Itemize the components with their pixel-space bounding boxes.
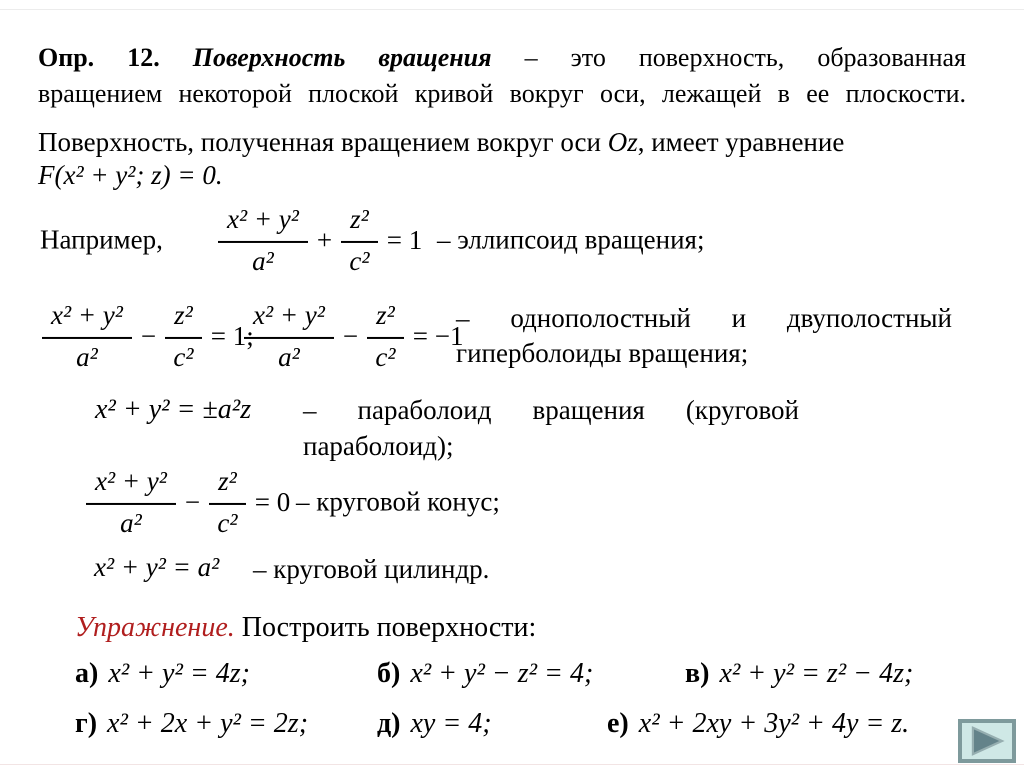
exercise-row-2 xyxy=(0,708,1024,756)
equals-value: = 0 xyxy=(254,486,291,517)
equals-value: = −1 xyxy=(412,320,464,351)
definition-line1 xyxy=(38,40,966,76)
fraction: $\frac{\text{x² + y²}}{\text{a²}}$ xyxy=(42,299,132,373)
definition-number: Опр. 12. xyxy=(38,43,160,72)
oz-paragraph xyxy=(38,126,978,192)
cone-row xyxy=(0,458,1024,546)
paraboloid-label-line2: параболоид); xyxy=(303,431,454,461)
cylinder-equation: x² + y² = a² xyxy=(94,552,220,582)
oz-axis: Oz xyxy=(607,127,638,157)
exercise-item-a: а) x² + y² = 4z; xyxy=(75,658,250,689)
definition-paragraph xyxy=(38,40,966,112)
exercise-title-word: Упражнение. xyxy=(75,612,235,643)
fraction: $\frac{\text{z²}}{\text{c²}}$ xyxy=(209,465,246,539)
example-intro: Например, xyxy=(40,224,163,255)
slide-bottom-edge xyxy=(0,764,1024,765)
two-sheet-hyperboloid-equation xyxy=(240,299,468,373)
fraction: $\frac{\text{z²}}{\text{c²}}$ xyxy=(367,299,404,373)
definition-rest: – это поверхность, образованная xyxy=(524,43,966,72)
definition-line2: вращением некоторой плоской кривой вокруг оси, лежащей в ее плоскости. xyxy=(38,79,966,108)
next-slide-button[interactable] xyxy=(958,719,1016,763)
next-arrow-icon xyxy=(965,725,1009,757)
cone-label: – круговой конус; xyxy=(296,486,500,517)
ellipsoid-equation xyxy=(214,203,427,277)
oz-line1-post: , имеет уравнение xyxy=(637,127,845,157)
minus-operator: − xyxy=(184,486,201,517)
slide-top-edge xyxy=(0,9,1024,10)
exercise-item-b: б) x² + y² − z² = 4; xyxy=(377,658,594,689)
fraction: $\frac{\text{x² + y²}}{\text{a²}}$ xyxy=(86,465,176,539)
fraction: $\frac{\text{z²}}{\text{c²}}$ xyxy=(341,203,378,277)
cylinder-label: – круговой цилиндр. xyxy=(253,554,490,584)
paraboloid-row xyxy=(0,390,1024,468)
oz-equation: F(x² + y²; z) = 0. xyxy=(38,160,223,190)
exercise-item-g: г) x² + 2x + y² = 2z; xyxy=(75,708,309,739)
exercise-prompt: Построить поверхности: xyxy=(241,612,537,643)
ellipsoid-row xyxy=(0,196,1024,284)
fraction: $\frac{\text{x² + y²}}{\text{a²}}$ xyxy=(218,203,308,277)
hyperboloids-row xyxy=(0,284,1024,388)
oz-line1-text: Поверхность, полученная вращением вокруг оси xyxy=(38,127,601,157)
ellipsoid-label: – эллипсоид вращения; xyxy=(437,224,705,255)
hyperboloids-label-line1: – однополостный и двуполостный xyxy=(456,303,952,333)
exercise-row-1 xyxy=(0,658,1024,706)
equals-value: = 1; xyxy=(210,320,254,351)
exercise-item-e: е) x² + 2xy + 3y² + 4y = z. xyxy=(607,708,910,739)
minus-operator: − xyxy=(140,320,157,351)
paraboloid-label-line1: – параболоид вращения (круговой xyxy=(303,395,799,425)
fraction: $\frac{\text{z²}}{\text{c²}}$ xyxy=(165,299,202,373)
hyperboloids-label-line2: гиперболоиды вращения; xyxy=(456,338,749,368)
minus-operator: − xyxy=(342,320,359,351)
cone-equation xyxy=(82,465,295,539)
cylinder-row xyxy=(0,552,1024,594)
exercise-item-d: д) xy = 4; xyxy=(377,708,492,739)
hyperboloids-label xyxy=(456,301,952,371)
fraction: $\frac{\text{x² + y²}}{\text{a²}}$ xyxy=(244,299,334,373)
plus-operator: + xyxy=(316,224,333,255)
paraboloid-equation: x² + y² = ±a²z xyxy=(95,394,252,425)
one-sheet-hyperboloid-equation xyxy=(38,299,259,373)
definition-term: Поверхность вращения xyxy=(192,43,492,72)
equals-value: = 1 xyxy=(386,224,423,255)
exercise-item-v: в) x² + y² = z² − 4z; xyxy=(685,658,914,689)
oz-line1 xyxy=(38,126,978,159)
paraboloid-label xyxy=(303,392,799,464)
exercise-title xyxy=(75,612,536,644)
